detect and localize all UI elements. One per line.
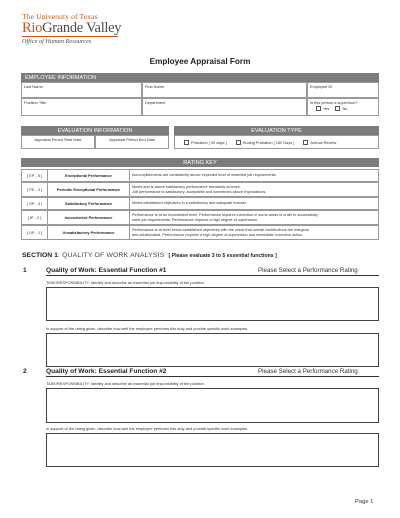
supervisor-no-label: No (342, 106, 348, 111)
rating-key-band: RATING KEY (21, 158, 379, 167)
supervisor-field (307, 98, 379, 116)
supervisor-options (310, 106, 376, 111)
rating-description-line1: Meets and is above satisfactory performance standards at times. (132, 185, 241, 190)
evaluation-type-band: EVALUATION TYPE (174, 126, 379, 135)
page-number: Page 1 (355, 499, 374, 505)
probation-label: Probation [ 90 days ] (191, 139, 227, 145)
rating-label: Inconsistent Performance (47, 210, 130, 225)
rating-label: Exceptional Performance (47, 169, 130, 182)
performance-rating-select[interactable]: Please Select a Performance Rating (258, 267, 358, 274)
rating-description-line2: meet job requirements. Performance requires a high degree of supervision. (132, 217, 259, 222)
start-date-label: Appraisal Period Start Date (34, 137, 82, 142)
rating-description-line2: and substandard. Performance requires a high degree of supervision and immediate corrective action. (132, 232, 304, 237)
ending-probation-label: Ending Probation [ 150 Days ] (242, 139, 295, 145)
end-date-field[interactable] (95, 135, 169, 149)
performance-rating-select[interactable]: Please Select a Performance Rating (258, 368, 358, 375)
supervisor-question: Is this person a supervisor? (310, 100, 358, 105)
logo-rio: Rio (22, 20, 43, 36)
department-label: Department (145, 100, 166, 105)
function-rule (46, 275, 379, 276)
employee-info-band: EMPLOYEE INFORMATION (21, 73, 379, 82)
support-prompt: In support of the rating given, describe how well the employee performs this duty and provide specific work examples. (46, 326, 249, 331)
logo-grande-valley: Grande Valley (42, 20, 122, 36)
supervisor-yes-label: Yes (323, 106, 330, 111)
task-responsibility-textbox[interactable] (46, 388, 379, 423)
evaluation-info-band: EVALUATION INFORMATION (21, 126, 169, 135)
function-title: Quality of Work: Essential Function #2 (46, 368, 167, 375)
logo-rgv-line (22, 21, 132, 35)
first-name-label: First Name (145, 84, 165, 89)
annual-review-checkbox[interactable] (303, 140, 308, 145)
rating-description (130, 182, 379, 197)
probation-checkbox[interactable] (184, 140, 189, 145)
rating-description-line1: Meets established objectives in a satisfactory and adequate manner. (132, 201, 248, 206)
supervisor-yes-checkbox[interactable] (316, 106, 321, 111)
department-field[interactable] (142, 98, 307, 116)
rating-code: [ PE - 4 ] (21, 182, 47, 197)
rating-description-line2: Job performance is satisfactory, acceptable and sometimes above expectations. (132, 189, 267, 194)
rating-description-line1: Performance is at level below established objectives with the result that overall contributions are marginal (132, 228, 309, 233)
function-number: 1 (23, 267, 27, 274)
rating-description-line1: Accomplishments are consistently above expected level of essential job requirements. (132, 173, 277, 178)
evaluation-type-options (174, 135, 379, 149)
last-name-label: Last Name (24, 84, 43, 89)
employee-id-field[interactable] (307, 82, 379, 98)
section-note: [ Please evaluate 3 to 5 essential functions ] (168, 253, 277, 259)
logo-university-line: The University of Texas (22, 12, 98, 21)
rating-description (130, 197, 379, 210)
rating-label: Periodic Exceptional Performance (47, 182, 130, 197)
task-prompt: TASK/RESPONSIBILITY: Identify and describe an essential job responsibility of the position. (46, 381, 205, 386)
end-date-label: Appraisal Period End Date (109, 137, 155, 142)
function-title: Quality of Work: Essential Function #1 (46, 267, 167, 274)
function-number: 2 (23, 368, 27, 375)
rating-code: [ IP - 2 ] (21, 210, 47, 225)
rating-support-textbox[interactable] (46, 433, 379, 467)
rating-label: Unsatisfactory Performance (47, 225, 130, 240)
start-date-field[interactable] (21, 135, 95, 149)
rating-description (130, 210, 379, 225)
rating-support-textbox[interactable] (46, 333, 379, 367)
rating-code: [ SP - 3 ] (21, 197, 47, 210)
utrgv-logo (22, 12, 132, 45)
rating-code: [ EP - 5 ] (21, 169, 47, 182)
position-title-label: Position Title (24, 100, 47, 105)
rating-description (130, 225, 379, 240)
first-name-field[interactable] (142, 82, 307, 98)
logo-office-line: Office of Human Resources (22, 38, 92, 45)
function-rule (46, 376, 379, 377)
logo-rule (22, 36, 118, 37)
form-title: Employee Appraisal Form (149, 57, 251, 66)
ending-probation-checkbox[interactable] (236, 140, 241, 145)
position-title-field[interactable] (21, 98, 142, 116)
rating-description (130, 169, 379, 182)
section-label: SECTION 1 (22, 252, 58, 259)
supervisor-no-checkbox[interactable] (335, 106, 340, 111)
rating-description-line1: Performance is at an inconsistent level. Performance requires correction in some areas in order to successfully (132, 213, 318, 218)
annual-review-label: Annual Review (310, 139, 337, 145)
rating-label: Satisfactory Performance (47, 197, 130, 210)
task-prompt: TASK/RESPONSIBILITY: Identify and describe an essential job responsibility of the position. (46, 280, 205, 285)
section-title (22, 252, 277, 259)
task-responsibility-textbox[interactable] (46, 287, 379, 321)
section-name: : QUALITY OF WORK ANALYSIS (57, 252, 165, 259)
last-name-field[interactable] (21, 82, 142, 98)
employee-id-label: Employee ID (310, 84, 333, 89)
support-prompt: In support of the rating given, describe how well the employee performs this duty and provide specific work examples. (46, 426, 249, 431)
rating-code: [ UP - 1 ] (21, 225, 47, 240)
